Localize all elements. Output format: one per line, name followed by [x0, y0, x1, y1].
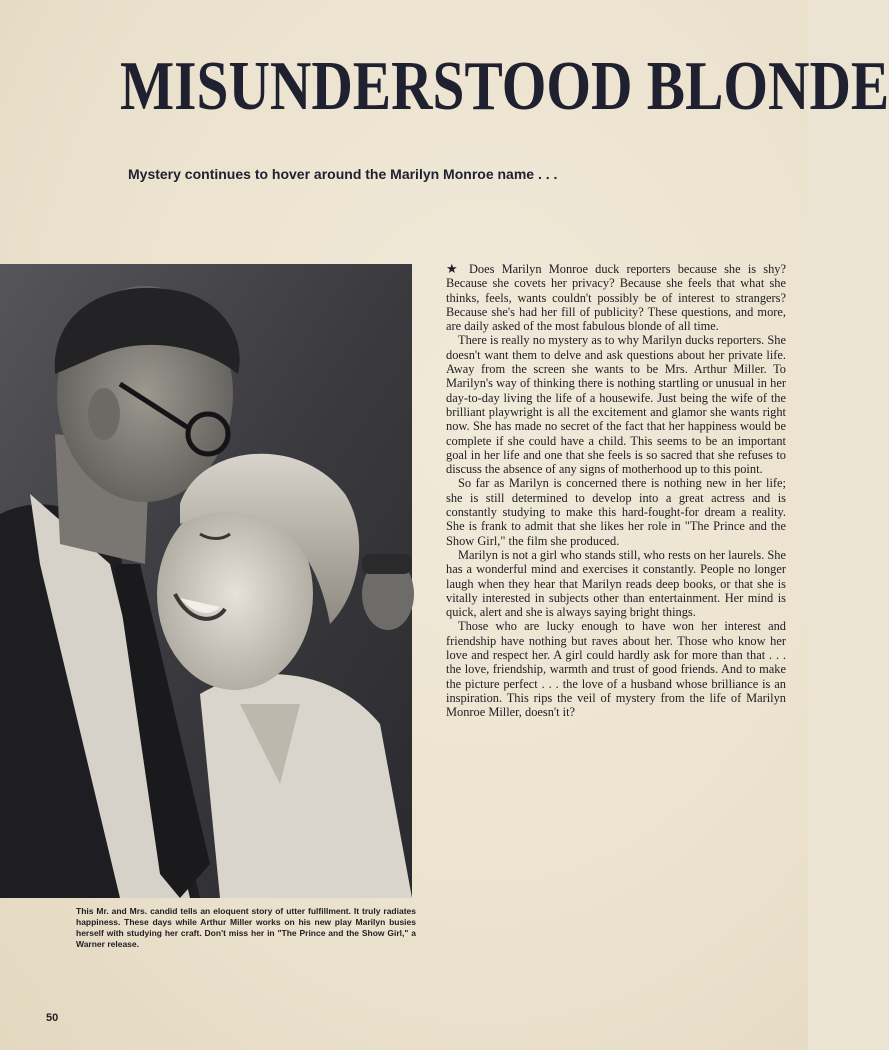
- page-number: 50: [46, 1012, 59, 1024]
- article-body: [446, 262, 786, 720]
- article-paragraph: There is really no mystery as to why Marilyn ducks reporters. She doesn't want them to delve and ask questions about her private life. Away from the screen she wants to be Mrs. Arthur Miller. To Marilyn's way of thinking there is nothing startling or unusual in her day-to-day living the life of a housewife. Just being the wife of the brilliant playwright is all the excitement and glamor she wants right now. She has made no secret of the fact that her happiness would be complete if she could have a child. This seems to be an important goal in her life and one that she feels is so sacred that she refuses to discuss the absence of any signs of motherhood up to this point.: [446, 333, 786, 477]
- subtitle: Mystery continues to hover around the Marilyn Monroe name . . .: [128, 166, 558, 182]
- article-paragraph: Those who are lucky enough to have won her interest and friendship have nothing but raves about her. Those who know her love and respect her. A girl could hardly ask for more than that . . . the love, friendship, warmth and trust of good friends. And to make the picture perfect . . . the love of a husband whose brilliance is an inspiration. This rips the veil of mystery from the life of Marilyn Monroe Miller, doesn't it?: [446, 619, 786, 720]
- article-paragraph: [446, 262, 786, 333]
- article-paragraph: Marilyn is not a girl who stands still, who rests on her laurels. She has a wonderful mind and exercises it constantly. People no longer laugh when they hear that Marilyn reads deep books, or that she is vitally interested in subjects other than entertainment. Her mind is quick, alert and she is always saying bright things.: [446, 547, 786, 620]
- article-paragraph: So far as Marilyn is concerned there is nothing new in her life; she is still determined to develop into a great actress and is constantly studying to make this hard-fought-for dream a reality. She is frank to admit that she likes her role in "The Prince and the Show Girl," the film she produced.: [446, 476, 786, 548]
- couple-photo: [0, 264, 412, 898]
- page-title: MISUNDERSTOOD BLONDE: [120, 48, 889, 125]
- photo-caption: This Mr. and Mrs. candid tells an eloquent story of utter fulfillment. It truly radiates happiness. These days while Arthur Miller works on his new play Marilyn busies herself with studying her craft. Don't miss her in "The Prince and the Show Girl," a Warner release.: [76, 906, 416, 949]
- paragraph-text: Does Marilyn Monroe duck reporters because she is shy? Because she covets her privacy? Because she feels that what she thinks, feels, wants couldn't possibly be of interest to strangers? Because she's had her fill of publicity? These questions, and more, are daily asked of the most fabulous blonde of all time.: [446, 262, 786, 334]
- star-icon: ★: [446, 261, 462, 276]
- photo-illustration: [0, 264, 412, 898]
